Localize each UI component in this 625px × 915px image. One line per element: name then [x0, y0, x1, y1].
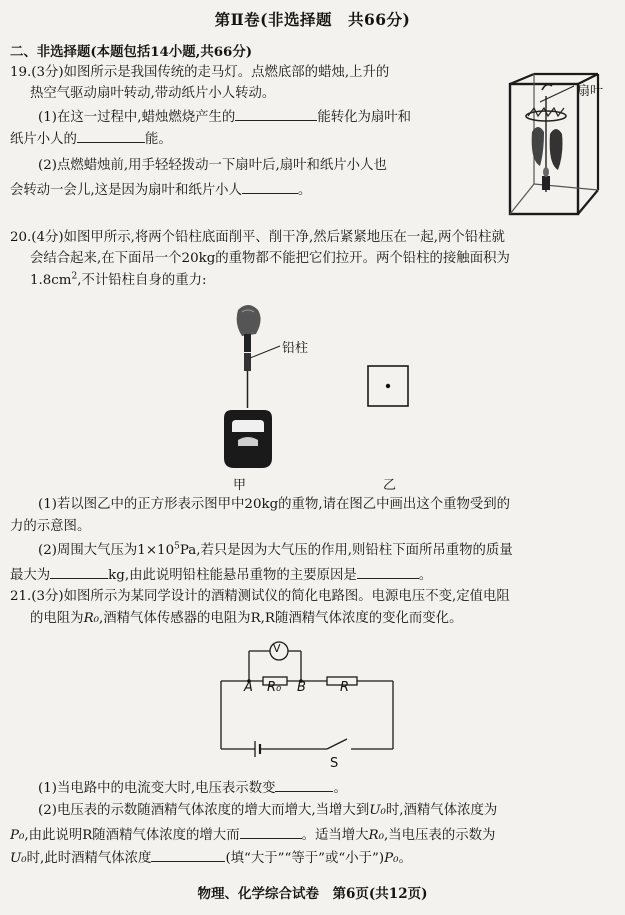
figure-jia-caption: 甲 — [233, 478, 247, 493]
q19-text1: (3分)如图所示是我国传统的走马灯。点燃底部的蜡烛,上升的 — [31, 65, 390, 80]
q21-part2-line1: (2)电压表的示数随酒精气体浓度的增大而增大,当增大到U₀时,酒精气体浓度为 — [38, 803, 498, 818]
circuit-diagram — [215, 633, 415, 763]
answer-blank[interactable] — [242, 181, 298, 194]
q19-part2-line2: 会转动一会儿,这是因为扇叶和纸片小人 。 — [10, 183, 312, 198]
r0-label: R₀ — [267, 680, 282, 695]
figure-jia-drawing — [210, 300, 290, 490]
q19-part2-line1: (2)点燃蜡烛前,用手轻轻拨动一下扇叶后,扇叶和纸片小人也 — [38, 158, 387, 173]
answer-blank[interactable] — [151, 849, 225, 862]
q19-line1 — [10, 65, 389, 81]
page-footer: 物理、化学综合试卷 第6页(共12页) — [197, 886, 428, 902]
sensor-r-label: R — [340, 680, 350, 695]
answer-blank[interactable] — [77, 130, 145, 143]
figure-yi-square[interactable] — [367, 365, 411, 409]
q20-line2: 会结合起来,在下面吊一个20kg的重物都不能把它们拉开。两个铅柱的接触面积为 — [30, 251, 510, 266]
point-b-label: B — [297, 680, 306, 695]
switch-symbol — [327, 739, 347, 749]
q20-part2-line1: (2)周围大气压为$1\times 10^5Pa$,若只是因为大气压的作用,则铅柱下面所吊重物的质量 — [38, 541, 513, 558]
answer-blank[interactable] — [357, 566, 419, 579]
lead-column-label: 铅柱 — [282, 341, 309, 356]
q19-part1-line1: (1)在这一过程中,蜡烛燃烧产生的 能转化为扇叶和 — [38, 110, 412, 125]
answer-blank[interactable] — [240, 826, 302, 839]
answer-blank[interactable] — [275, 779, 333, 792]
q21-part2-line2: P₀,由此说明R随酒精气体浓度的增大而 。适当增大R₀,当电压表的示数为 — [10, 828, 496, 843]
page-title: 第Ⅱ卷(非选择题 共66分) — [214, 10, 411, 29]
switch-label: S — [330, 756, 339, 771]
q19-line2: 热空气驱动扇叶转动,带动纸片小人转动。 — [30, 86, 276, 101]
q21-part1: (1)当电路中的电流变大时,电压表示数变 。 — [38, 781, 347, 796]
fan-label-line — [540, 76, 580, 106]
point-a-label: A — [244, 680, 253, 695]
q20-part1-line1: (1)若以图乙中的正方形表示图甲中20kg的重物,请在图乙中画出这个重物受到的 — [38, 497, 511, 512]
fan-label: 扇叶 — [577, 84, 604, 99]
q21-line1: 21.(3分)如图所示为某同学设计的酒精测试仪的简化电路图。电源电压不变,定值电阻 — [10, 589, 510, 604]
q21-part2-line3: U₀时,此时酒精气体浓度 (填“大于”“等于”或“小于”)P₀。 — [10, 851, 412, 866]
q21-line2: 的电阻为R₀,酒精气体传感器的电阻为R,R随酒精气体浓度的变化而变化。 — [30, 611, 463, 626]
voltmeter-label: V — [273, 642, 281, 655]
answer-blank[interactable] — [235, 108, 317, 121]
q19-number: 19. — [10, 65, 32, 80]
q20-part1-line2: 力的示意图。 — [10, 519, 91, 534]
answer-blank[interactable] — [50, 566, 108, 579]
q20-line3: $1.8cm^2$,不计铅柱自身的重力: — [30, 271, 207, 288]
q20-line1: 20.(4分)如图甲所示,将两个铅柱底面削平、削干净,然后紧紧地压在一起,两个铅柱就 — [10, 230, 505, 245]
section-heading: 二、非选择题(本题包括14小题,共66分) — [10, 44, 253, 60]
q20-part2-line2: 最大为 kg,由此说明铅柱能悬吊重物的主要原因是 。 — [10, 568, 433, 583]
figure-yi-caption: 乙 — [383, 478, 397, 493]
q19-part1-line2: 纸片小人的 能。 — [10, 132, 172, 147]
